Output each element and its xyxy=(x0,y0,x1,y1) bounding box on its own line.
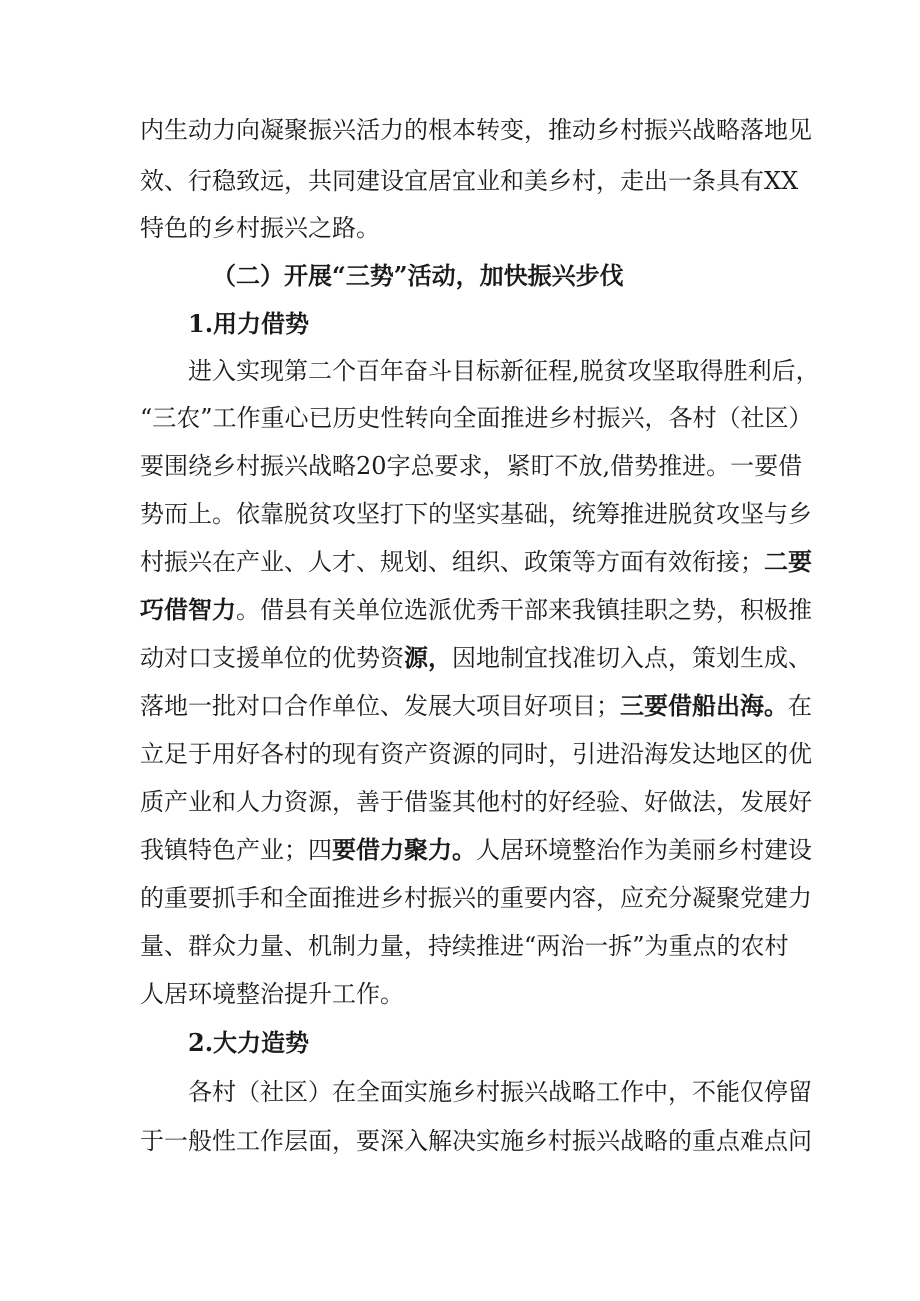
text-run: 。借县有关单位选派优秀干部来我镇挂职之势，积极推 xyxy=(236,596,812,624)
text-line: 立足于用好各村的现有资产资源的同时，引进沿海发达地区的优 xyxy=(140,740,812,768)
text-run: 村振兴在产业、人才、规划、组织、政策等方面有效衔接； xyxy=(140,548,764,576)
bold-text-run: 巧借智力 xyxy=(140,595,236,624)
text-line: 进入实现第二个百年奋斗目标新征程,脱贫攻坚取得胜利后， xyxy=(188,357,820,385)
bold-text-run: 要借力聚力。 xyxy=(332,835,476,864)
text-line: “三农”工作重心已历史性转向全面推进乡村振兴，各村（社区） xyxy=(140,404,813,432)
bold-text-run: 三要借船出海。 xyxy=(620,691,788,720)
section-heading: （二）开展“三势”活动，加快振兴步伐 xyxy=(212,261,624,290)
text-run: 我镇特色产业；四 xyxy=(140,836,332,864)
text-run: 人居环境整治作为美丽乡村建设 xyxy=(476,836,812,864)
text-run: 落地一批对口合作单位、发展大项目好项目； xyxy=(140,692,620,720)
text-run: 在 xyxy=(788,692,812,720)
text-line: 势而上。依靠脱贫攻坚打下的坚实基础，统筹推进脱贫攻坚与乡 xyxy=(140,500,812,528)
text-line: 量、群众力量、机制力量，持续推进“两治一拆”为重点的农村 xyxy=(140,932,789,960)
text-line: 的重要抓手和全面推进乡村振兴的重要内容，应充分凝聚党建力 xyxy=(140,884,812,912)
text-line xyxy=(140,590,812,630)
text-line: 于一般性工作层面，要深入解决实施乡村振兴战略的重点难点问 xyxy=(140,1127,812,1155)
text-line xyxy=(140,542,812,582)
text-line: 特色的乡村振兴之路。 xyxy=(140,214,380,242)
text-line: 质产业和人力资源，善于借鉴其他村的好经验、好做法，发展好 xyxy=(140,788,812,816)
text-run: 动对口支援单位的优势资 xyxy=(140,644,404,672)
text-line: 内生动力向凝聚振兴活力的根本转变，推动乡村振兴战略落地见 xyxy=(140,116,812,144)
text-line: 要围绕乡村振兴战略20字总要求，紧盯不放,借势推进。一要借 xyxy=(140,452,803,480)
bold-text-run: 二要 xyxy=(764,547,812,576)
text-run: 因地制宜找准切入点，策划生成、 xyxy=(452,644,812,672)
subsection-heading: 1.用力借势 xyxy=(188,309,310,338)
text-line xyxy=(140,830,812,870)
text-line: 效、行稳致远，共同建设宜居宜业和美乡村，走出一条具有XX xyxy=(140,167,799,195)
text-line xyxy=(140,638,812,678)
subsection-heading: 2.大力造势 xyxy=(188,1028,310,1057)
bold-text-run: 源， xyxy=(404,643,452,672)
text-line xyxy=(140,686,812,726)
text-line: 各村（社区）在全面实施乡村振兴战略工作中，不能仅停留 xyxy=(188,1078,812,1106)
text-line: 人居环境整治提升工作。 xyxy=(140,980,404,1008)
